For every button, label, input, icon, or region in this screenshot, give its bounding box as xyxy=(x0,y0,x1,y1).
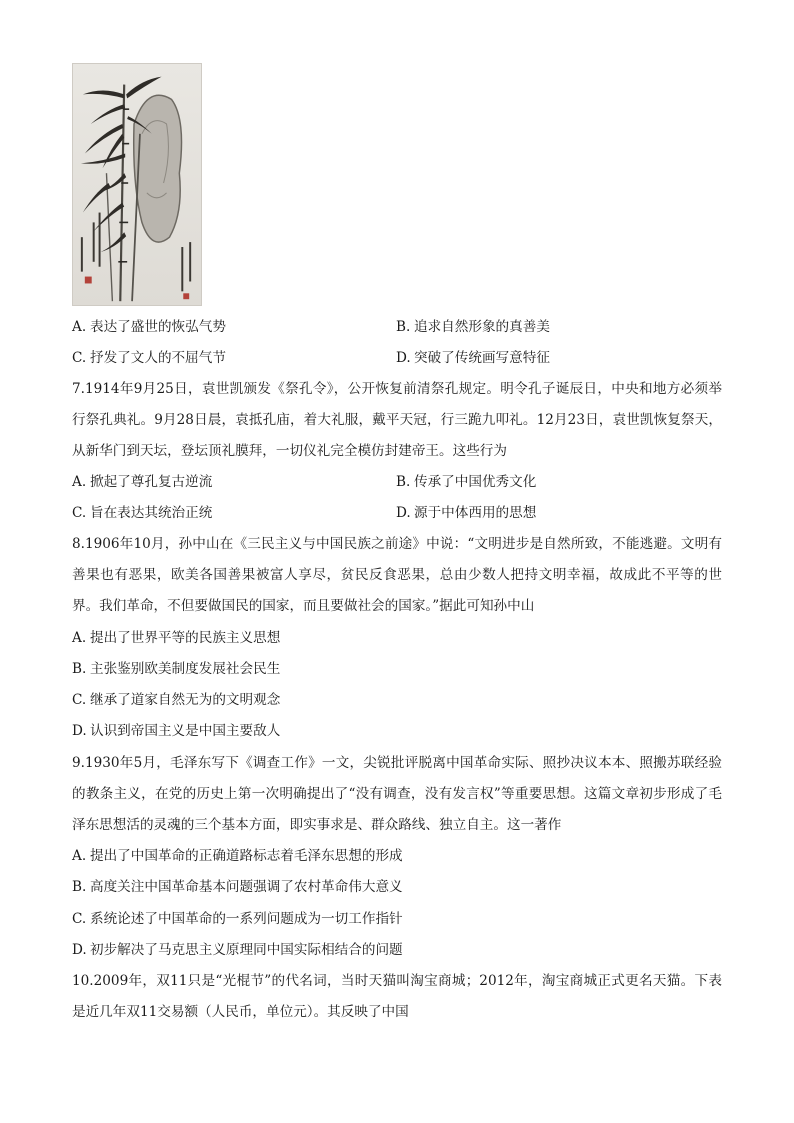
q8-option-b-text: 主张鉴别欧美制度发展社会民生 xyxy=(90,661,281,677)
q6-option-a: A. 表达了盛世的恢弘气势 xyxy=(72,319,226,335)
q7-option-c-text: 旨在表达其统治正统 xyxy=(90,505,213,521)
q7-stem: 7.1914年9月25日，袁世凯颁发《祭孔令》，公开恢复前清祭孔规定。明令孔子诞辰日，中央和地方必须举行祭孔典礼。9月28日晨，袁抵孔庙，着大礼服，戴平天冠，行三跪九叩礼。12月23日，袁世凯恢复祭天，从新华门到天坛，登坛顶礼膜拜，一切仪礼完全模仿封建帝王。这些行为 xyxy=(72,381,722,459)
q6-option-c: C. 抒发了文人的不屈气节 xyxy=(72,350,226,366)
q6-option-d: D. 突破了传统画写意特征 xyxy=(396,350,550,366)
q6-option-b: B. 追求自然形象的真善美 xyxy=(396,319,550,335)
q8-option-a: A. 提出了世界平等的民族主义思想 xyxy=(72,630,281,646)
q9-stem: 9.1930年5月，毛泽东写下《调查工作》一文，尖锐批评脱离中国革命实际、照抄决议本本、照搬苏联经验的教条主义，在党的历史上第一次明确提出了“没有调查，没有发言权”等重要思想。这篇文章初步形成了毛泽东思想活的灵魂的三个基本方面，即实事求是、群众路线、独立自主。这一著作 xyxy=(72,755,722,833)
q7-option-b-text: 传承了中国优秀文化 xyxy=(414,474,537,490)
q7-option-d-text: 源于中体西用的思想 xyxy=(414,505,537,521)
q8-option-a-text: 提出了世界平等的民族主义思想 xyxy=(90,630,281,646)
q9-option-c-text: 系统论述了中国革命的一系列问题成为一切工作指针 xyxy=(90,911,403,927)
q7-option-a-text: 掀起了尊孔复古逆流 xyxy=(90,474,213,490)
bamboo-rock-image xyxy=(73,64,201,305)
q7-option-c: C. 旨在表达其统治正统 xyxy=(72,505,213,521)
q10-stem: 10.2009年，双11只是“光棍节”的代名词，当时天猫叫淘宝商城；2012年，淘宝商城正式更名天猫。下表是近几年双11交易额（人民币，单位元）。其反映了中国 xyxy=(72,973,722,1020)
q8-option-c-text: 继承了道家自然无为的文明观念 xyxy=(90,692,281,708)
q9-option-a: A. 提出了中国革命的正确道路标志着毛泽东思想的形成 xyxy=(72,848,403,864)
q7-option-d: D. 源于中体西用的思想 xyxy=(396,505,537,521)
q7-option-b: B. 传承了中国优秀文化 xyxy=(396,474,537,490)
q8-option-c: C. 继承了道家自然无为的文明观念 xyxy=(72,692,281,708)
q9-option-b: B. 高度关注中国革命基本问题强调了农村革命伟大意义 xyxy=(72,879,403,895)
q9-option-c: C. 系统论述了中国革命的一系列问题成为一切工作指针 xyxy=(72,911,403,927)
q9-option-b-text: 高度关注中国革命基本问题强调了农村革命伟大意义 xyxy=(90,879,403,895)
q6-option-b-text: 追求自然形象的真善美 xyxy=(414,319,550,335)
q8-stem: 8.1906年10月，孙中山在《三民主义与中国民族之前途》中说：“文明进步是自然所致，不能逃避。文明有善果也有恶果，欧美各国善果被富人享尽，贫民反食恶果，总由少数人把持文明幸福，故成此不平等的世界。我们革命，不但要做国民的国家，而且要做社会的国家。”据此可知孙中山 xyxy=(72,536,722,614)
q6-option-a-text: 表达了盛世的恢弘气势 xyxy=(90,319,226,335)
q9-option-a-text: 提出了中国革命的正确道路标志着毛泽东思想的形成 xyxy=(90,848,403,864)
q6-option-d-text: 突破了传统画写意特征 xyxy=(414,350,550,366)
ink-bamboo-painting xyxy=(72,63,202,306)
q6-option-c-text: 抒发了文人的不屈气节 xyxy=(90,350,226,366)
q8-option-d: D. 认识到帝国主义是中国主要敌人 xyxy=(72,723,281,739)
q9-option-d-text: 初步解决了马克思主义原理同中国实际相结合的问题 xyxy=(90,942,403,958)
q8-option-b: B. 主张鉴别欧美制度发展社会民生 xyxy=(72,661,281,677)
q7-option-a: A. 掀起了尊孔复古逆流 xyxy=(72,474,213,490)
q9-option-d: D. 初步解决了马克思主义原理同中国实际相结合的问题 xyxy=(72,942,403,958)
q8-option-d-text: 认识到帝国主义是中国主要敌人 xyxy=(90,723,281,739)
